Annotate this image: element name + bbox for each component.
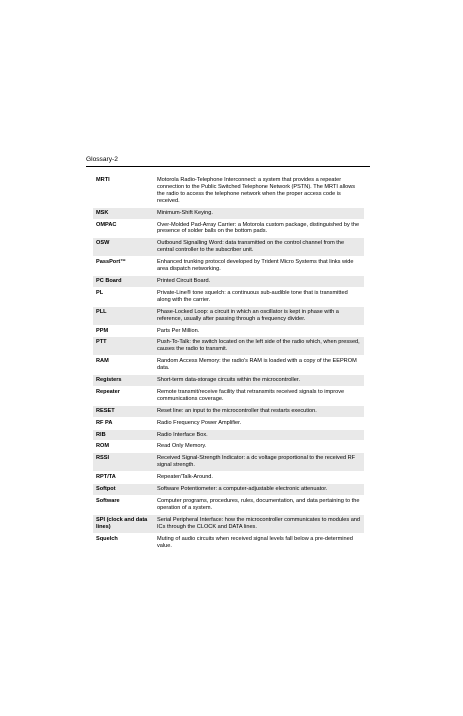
glossary-row	[93, 441, 364, 452]
glossary-term: Registers	[93, 375, 154, 386]
glossary-definition: Short-term data-storage circuits within the microcontroller.	[154, 375, 364, 386]
glossary-definition: Motorola Radio-Telephone Interconnect: a system that provides a repeater connection to the Public Switched Telephone Network (PSTN). The MRTI allows the radio to access the telephone network when the proper access code is received.	[157, 177, 356, 204]
glossary-row	[93, 257, 364, 275]
glossary-definition: Repeater/Talk-Around.	[157, 474, 213, 481]
glossary-definition: Outbound Signalling Word: data transmitted on the control channel from the central controller to the subscriber unit.	[154, 238, 364, 256]
glossary-row	[93, 484, 364, 495]
glossary-term: Repeater	[96, 388, 120, 395]
glossary-definition: Push-To-Talk: the switch located on the left side of the radio which, when pressed, causes the radio to transmit.	[154, 337, 364, 355]
glossary-term: Software	[96, 498, 120, 504]
glossary-definition: Computer programs, procedures, rules, documentation, and data pertaining to the operation of a system.	[157, 498, 360, 511]
glossary-definition: Remote transmit/receive facility that retransmits received signals to improve communications coverage.	[157, 388, 345, 402]
glossary-row	[93, 430, 364, 441]
glossary-term: SPI (clock and data lines)	[93, 515, 154, 533]
glossary-row	[93, 337, 364, 355]
glossary-body	[93, 175, 364, 551]
glossary-definition: Parts Per Million.	[157, 327, 200, 334]
glossary-definition: Radio Interface Box.	[154, 430, 364, 441]
glossary-term: OSW	[93, 238, 154, 256]
glossary-row	[93, 453, 364, 471]
glossary-row	[93, 387, 364, 405]
glossary-term: PC Board	[93, 276, 154, 287]
glossary-row	[93, 472, 364, 483]
glossary-row	[93, 288, 364, 306]
glossary-row	[93, 496, 364, 514]
glossary-term: PassPort™	[96, 259, 126, 266]
glossary-term: OMPAC	[96, 221, 117, 228]
page-header-label: Glossary-2	[86, 156, 118, 163]
glossary-term: PPM	[96, 327, 109, 334]
glossary-row	[93, 326, 364, 337]
glossary-row	[93, 406, 364, 417]
glossary-row	[93, 418, 364, 429]
glossary-term: Softpot	[93, 484, 154, 495]
glossary-definition: Over-Molded Pad-Array Carrier: a Motorola custom package, distinguished by the presence of solder balls on the bottom pads.	[157, 221, 360, 235]
glossary-term: ROM	[96, 443, 110, 450]
glossary-definition: Software Potentiometer: a computer-adjustable electronic attenuator.	[154, 484, 364, 495]
glossary-definition: Radio Frequency Power Amplifier.	[157, 419, 242, 426]
glossary-row	[93, 534, 364, 552]
glossary-row	[93, 276, 364, 287]
glossary-term: PL	[96, 289, 104, 296]
glossary-row	[93, 307, 364, 325]
glossary-row	[93, 375, 364, 386]
glossary-table	[93, 174, 364, 552]
glossary-term: RPT/TA	[96, 474, 116, 481]
glossary-definition: Private-Line® tone squelch: a continuous sub-audible tone that is transmitted along with the carrier.	[157, 289, 348, 303]
glossary-row	[93, 220, 364, 238]
glossary-term: RIB	[93, 430, 154, 441]
glossary-definition: Minimum-Shift Keying.	[154, 208, 364, 219]
glossary-definition: Read Only Memory.	[157, 443, 207, 450]
glossary-definition: Muting of audio circuits when received signal levels fall below a pre-determined value.	[157, 535, 353, 549]
glossary-term: RF PA	[96, 419, 113, 426]
glossary-term: MSK	[93, 208, 154, 219]
glossary-definition: Enhanced trunking protocol developed by Trident Micro Systems that links wide area dispatch networking.	[157, 259, 354, 273]
glossary-row	[93, 175, 364, 207]
glossary-row	[93, 238, 364, 256]
glossary-row	[93, 208, 364, 219]
glossary-definition: Serial Peripheral Interface: how the microcontroller communicates to modules and ICs through the CLOCK and DATA lines.	[154, 515, 364, 533]
glossary-definition: Received Signal-Strength Indicator: a dc voltage proportional to the received RF signal strength.	[154, 453, 364, 471]
glossary-row	[93, 515, 364, 533]
glossary-definition: Printed Circuit Board.	[154, 276, 364, 287]
glossary-definition: Phase-Locked Loop: a circuit in which an oscillator is kept in phase with a reference, usually after passing through a frequency divider.	[154, 307, 364, 325]
glossary-term: RAM	[96, 358, 109, 365]
glossary-term: MRTI	[96, 177, 110, 183]
glossary-row	[93, 356, 364, 374]
glossary-term: Squelch	[96, 535, 118, 542]
header-divider	[86, 166, 370, 167]
glossary-definition: Random Access Memory: the radio's RAM is loaded with a copy of the EEPROM data.	[157, 358, 357, 372]
glossary-definition: Reset line: an input to the microcontroller that restarts execution.	[154, 406, 364, 417]
glossary-term: RESET	[93, 406, 154, 417]
glossary-term: PLL	[93, 307, 154, 325]
glossary-term: PTT	[93, 337, 154, 355]
glossary-term: RSSI	[93, 453, 154, 471]
